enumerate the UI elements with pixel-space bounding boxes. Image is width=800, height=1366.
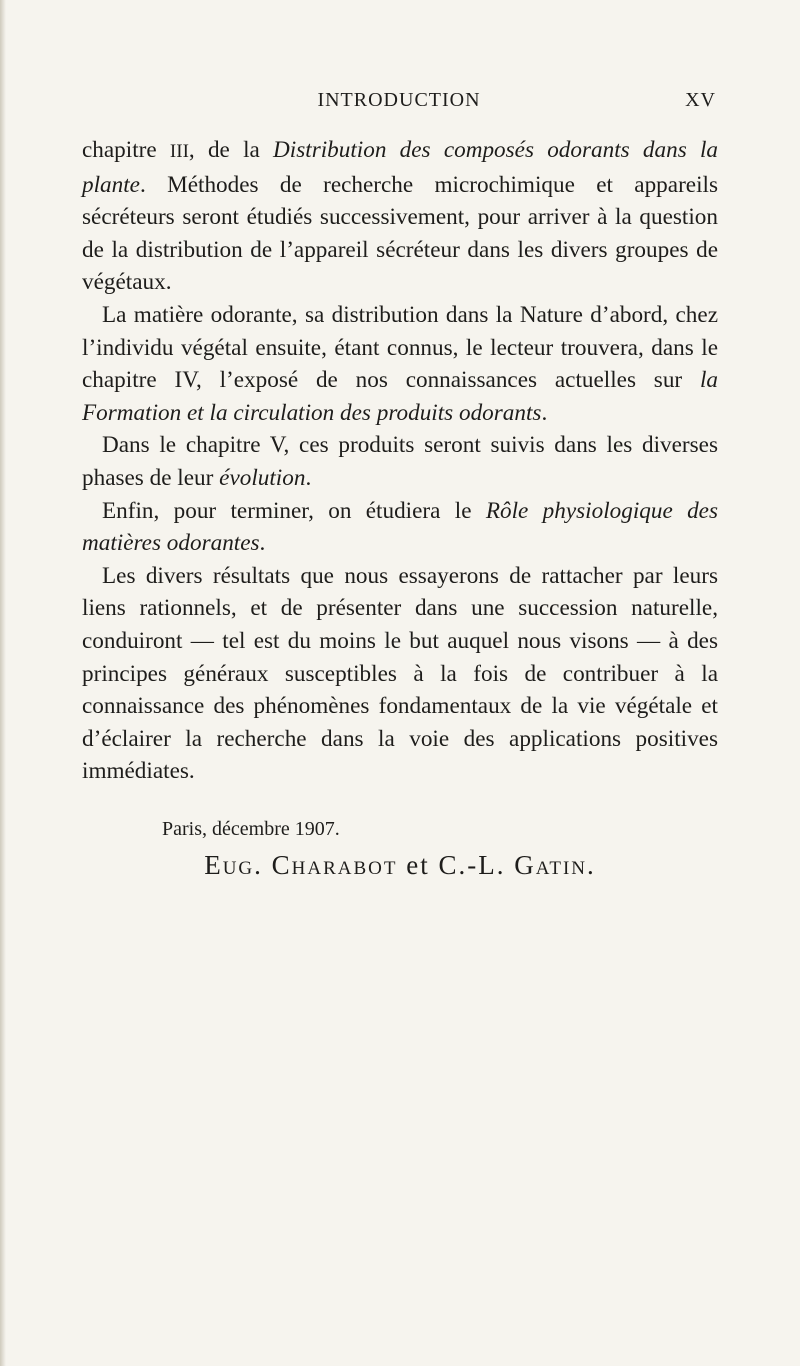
paragraph-2-text-b: .	[541, 399, 548, 426]
page-number: XV	[685, 89, 716, 111]
paragraph-4-italic-title: Rôle physiologique des matières odorantes	[82, 497, 718, 557]
paragraph-2	[82, 299, 718, 429]
paragraph-2-text-a: La matière odorante, sa distribution dans la Nature d’abord, chez l’individu végétal ensuite, étant connus, le lecteur trouvera, dans le chapitre IV, l’exposé de nos connaissances actuelles sur	[82, 301, 718, 394]
paragraph-3	[82, 429, 718, 494]
paragraph-4-text-b: .	[259, 530, 266, 557]
page-header	[82, 89, 716, 119]
paragraph-5	[82, 560, 718, 788]
paragraph-5-text: Les divers résultats que nous essayerons de rattacher par leurs liens rationnels, et de présenter dans une succession naturelle, conduiront — tel est du moins le but auquel nous visons — à des principes généraux susceptibles à la fois de contribuer à la connaissance des phénomènes fondamentaux de la vie végétale et d’éclairer la recherche dans la voie des applications positives immédiates.	[82, 562, 718, 785]
signature	[0, 850, 800, 881]
body-text	[82, 134, 718, 788]
paragraph-1-text-b: , de la	[188, 137, 274, 163]
running-title: INTRODUCTION	[317, 89, 481, 111]
paragraph-2-italic-title: la Formation et la circulation des produits odorants	[82, 367, 718, 426]
signature-connector: et	[406, 850, 430, 880]
paragraph-1-text-c: . Méthodes de recherche microchimique et appareils sécréteurs seront étudiés successivement, pour arriver à la question de la distribution de l’appareil sécréteur dans les divers groupes de végétaux.	[82, 171, 718, 296]
paragraph-3-italic-title: évolution	[219, 464, 306, 491]
author-2: C.-L. Gatin.	[438, 850, 596, 880]
paragraph-1-italic-title: Distribution des composés odorants dans la plante	[82, 137, 718, 198]
paragraph-1-text-a: chapitre	[82, 137, 170, 163]
paragraph-3-text-b: .	[305, 464, 312, 491]
author-1: Eug. Charabot	[204, 850, 398, 880]
place-and-date: Paris, décembre 1907.	[162, 818, 340, 840]
paragraph-4	[82, 495, 718, 560]
page-edge-shadow	[0, 0, 6, 1366]
paragraph-1	[82, 134, 718, 299]
paragraph-3-text-a: Dans le chapitre V, ces produits seront suivis dans les diverses phases de leur	[82, 432, 718, 491]
paragraph-4-text-a: Enfin, pour terminer, on étudiera le	[102, 497, 486, 524]
paragraph-1-chapter-numeral: III	[169, 141, 189, 162]
